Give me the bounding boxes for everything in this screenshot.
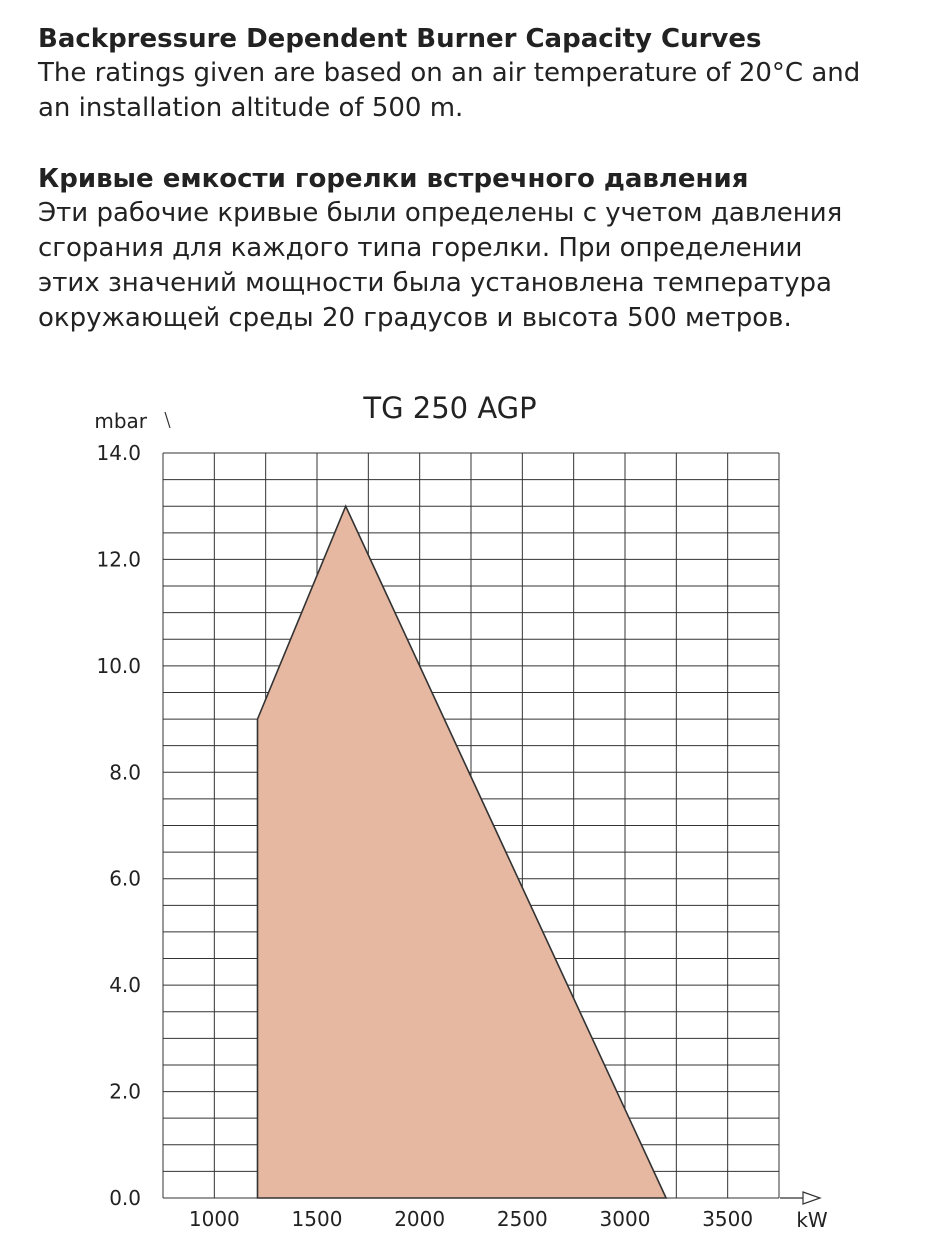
capacity-chart [0, 380, 927, 1257]
russian-line: сгорания для каждого типа горелки. При определении [38, 233, 803, 263]
x-axis-unit: kW [796, 1208, 828, 1232]
russian-paragraph [38, 196, 908, 336]
y-tick-label: 10.0 [96, 653, 141, 678]
x-tick-label: 3000 [599, 1207, 651, 1231]
x-axis-ticks [189, 1207, 753, 1231]
english-paragraph [38, 56, 908, 126]
russian-description [38, 162, 908, 336]
chart-title: TG 250 AGP [363, 391, 537, 425]
x-tick-label: 2000 [394, 1207, 446, 1231]
y-tick-label: 8.0 [109, 760, 141, 785]
y-tick-label: 2.0 [109, 1079, 141, 1104]
english-line: The ratings given are based on an air temperature of 20°C and [38, 58, 861, 88]
x-tick-label: 3500 [702, 1207, 754, 1231]
russian-heading: Кривые емкости горелки встречного давления [38, 164, 749, 194]
russian-line: Эти рабочие кривые были определены с учетом давления [38, 198, 843, 228]
x-tick-label: 1000 [188, 1207, 240, 1231]
english-line: an installation altitude of 500 m. [38, 93, 464, 123]
y-axis-ticks [96, 441, 141, 1210]
y-tick-label: 12.0 [96, 547, 141, 572]
y-tick-label: 0.0 [109, 1186, 141, 1210]
y-axis-arrow [165, 412, 170, 428]
russian-line: окружающей среды 20 градусов и высота 500 метров. [38, 303, 792, 333]
y-tick-label: 14.0 [96, 441, 141, 465]
y-axis-unit: mbar [94, 409, 147, 433]
x-axis-arrow [780, 1192, 820, 1204]
english-heading: Backpressure Dependent Burner Capacity Curves [38, 24, 762, 54]
english-description [38, 22, 908, 126]
y-tick-label: 4.0 [109, 973, 141, 998]
russian-line: этих значений мощности была установлена температура [38, 268, 832, 298]
x-tick-label: 1500 [291, 1207, 343, 1231]
x-tick-label: 2500 [496, 1207, 548, 1231]
y-tick-label: 6.0 [109, 866, 141, 891]
